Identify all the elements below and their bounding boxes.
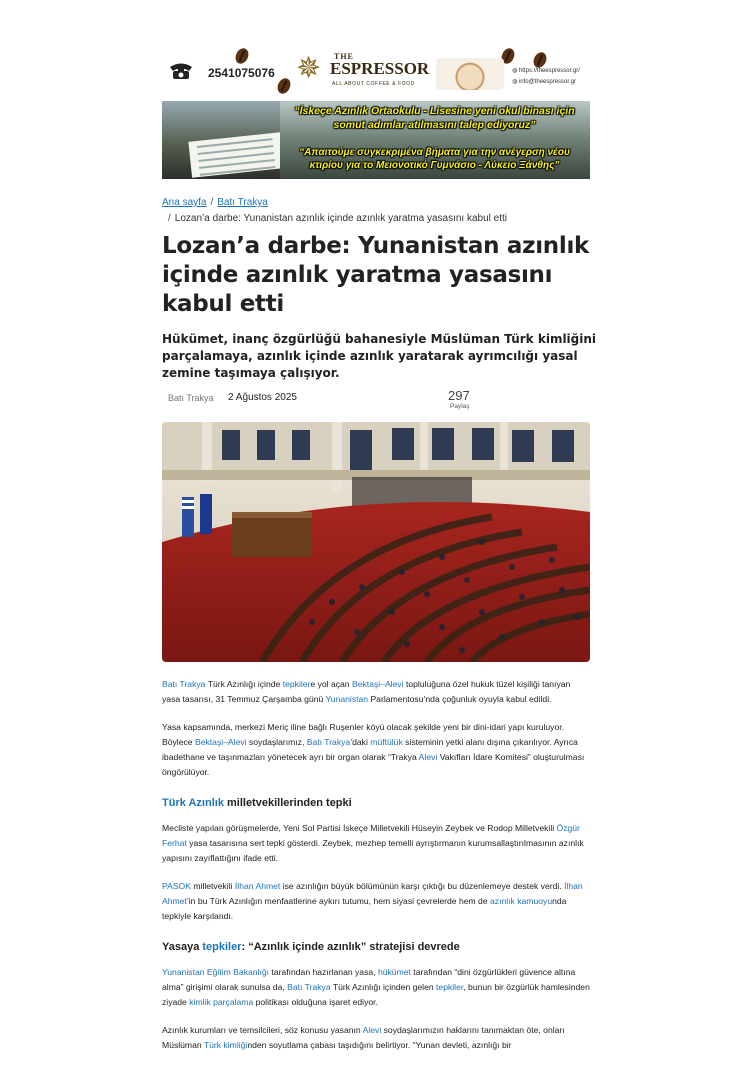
section-heading-2: Yasaya tepkiler: “Azınlık içinde azınlık” stratejisi devrede [162,941,460,953]
article-meta [162,388,590,414]
phone-icon [168,62,194,80]
breadcrumb-category-link[interactable]: Batı Trakya [217,197,268,208]
heading-link[interactable]: tepkiler [202,941,242,953]
text-run: ’daki [350,737,371,747]
text-run: yasa tasarısına sert tepki gösterdi. Zeybek, mezhep temelli ayrıştırmanın kurumsallaştırılmasının azınlık yapısını zayıflattığını ifade etti. [162,838,584,863]
breadcrumb-separator: / [168,213,171,224]
article-category-link[interactable]: Batı Trakya [168,393,214,403]
text-run: sisteminin yetki alanı dışına çıkarılıyor. Ayrıca ibadethane ve taşınmazları yönetecek ayrı bir organ olarak “Trakya [162,737,578,762]
inline-link[interactable]: kimlik parçalama [189,997,254,1007]
inline-link[interactable]: Batı Trakya [287,982,331,992]
email-icon: ◍ [512,79,518,85]
share-label[interactable]: Paylaş [450,403,470,410]
section-heading-1: Türk Azınlık milletvekillerinden tepki [162,797,352,809]
news-banner[interactable] [162,101,590,179]
heading-link[interactable]: Türk Azınlık [162,797,224,809]
parliament-photo [162,422,590,662]
text-run: soydaşlarımızın haklarını tanımaktan öte, onları Müslüman [162,1025,565,1050]
inline-link[interactable]: Yunanistan Eğitim Bakanlığı [162,967,270,977]
phone-number: 2541075076 [208,66,275,80]
text-run: politikası olduğuna işaret ediyor. [253,997,378,1007]
text-run: nden soyutlama çabası taşıdığını belirtiyor. “Yunan devleti, azınlığı bir [247,1040,512,1050]
text-run: ise azınlığın büyük bölümünün karşı çıktığı bu düzenlemeye destek verdi. [280,881,565,891]
text-run: tarafından “dini özgürlükleri güvence altına alma” girişimi olarak sunulsa da, [162,967,576,992]
share-count: 297 [448,388,470,403]
text-run: Azınlık kurumları ve temsilcileri, söz konusu yasanın [162,1025,363,1035]
espressor-logo: ✵ THE ESPRESSOR ALL ABOUT COFFEE & FOOD [296,52,430,87]
breadcrumb-current: Lozan’a darbe: Yunanistan azınlık içinde azınlık yaratma yasasını kabul etti [174,213,508,224]
article-date: 2 Ağustos 2025 [228,392,297,403]
coffee-bean-icon [275,76,293,96]
inline-link[interactable]: Özgür Ferhat [162,823,580,848]
text-run: Parlamentosu’nda çoğunluk oyuyla kabul edildi. [368,694,552,704]
article-body [162,677,590,1066]
text-run: Türk Azınlığı içinde [205,679,283,689]
breadcrumb-home-link[interactable]: Ana sayfa [162,197,207,208]
inline-link[interactable]: Alevi [418,752,438,762]
text-run: topluluğuna özel hukuk tüzel kişiliği tanıyan yasa tasarısı, 31 Temmuz Çarşamba günü [162,679,571,704]
banner-headline-turkish: “İskeçe Azınlık Ortaokulu - Lisesine yeni okul binası için somut adımlar atılmasını talep ediyoruz” [294,105,575,131]
text-run: Mecliste yapılan görüşmelerde, Yeni Sol Partisi İskeçe Milletvekili Hüseyin Zeybek ve Rodop Milletvekili [162,823,557,833]
parliament-illustration [162,422,590,662]
inline-link[interactable]: İlhan Ahmet [234,881,281,891]
inline-link[interactable]: PASOK [162,881,191,891]
article-title: Lozan’a darbe: Yunanistan azınlık içinde azınlık yaratma yasasını kabul etti [162,233,590,317]
inline-link[interactable]: hükümet [377,967,411,977]
inline-link[interactable]: Alevi [362,1025,382,1035]
text-run: Yasa kapsamında, merkezi Meriç iline bağlı Ruşenler köyü olacak şekilde yeni bir dini-idari yapı kuruluyor. Böylece [162,722,565,747]
inline-link[interactable]: müftülük [370,737,403,747]
text-run: ’in bu Türk Azınlığın menfaatlerine aykırı tutumu, hem siyasi çevrelerde hem de [186,896,490,906]
text-run: Vakıfları İdare Komitesi” oluşturulması öngörülüyor. [162,752,585,777]
inline-link[interactable]: Batı Trakya [162,679,206,689]
inline-link[interactable]: Bektaşi–Alevi [351,679,404,689]
paragraph-4 [162,879,590,924]
inline-link[interactable]: tepkiler [282,679,311,689]
inline-link[interactable]: Türk kimliği [203,1040,248,1050]
compass-star-icon: ✵ [296,52,322,85]
text-run: e yol açan [310,679,352,689]
advertisement-banner[interactable] [162,44,590,96]
paragraph-5 [162,965,590,1010]
coffee-bean-icon [233,46,251,66]
paragraph-1 [162,677,590,707]
inline-link[interactable]: İlhan Ahmet [162,881,583,906]
text-run: tarafından hazırlanan yasa, [269,967,378,977]
inline-link[interactable]: Yunanistan [325,694,369,704]
paragraph-6 [162,1023,590,1053]
text-run: soydaşlarımız, [246,737,307,747]
article-lead: Hükümet, inanç özgürlüğü bahanesiyle Müslüman Türk kimliğini parçalamaya, azınlık içinde azınlık yaratarak ayrımcılığı yasal zemine taşımaya çalışıyor. [162,332,597,380]
text-run: , bunun bir özgürlük hamlesinden ziyade [162,982,590,1007]
inline-link[interactable]: tepkiler [436,982,464,992]
inline-link[interactable]: Batı Trakya [306,737,351,747]
breadcrumb-separator: / [210,197,214,208]
ad-contact: ◍ https://theespressor.gr/ ◍ info@theespressor.gr [512,68,580,85]
text-run: Türk Azınlığı içinden gelen [330,982,437,992]
text-run: milletvekili [190,881,235,891]
inline-link[interactable]: Bektaşi–Alevi [194,737,247,747]
paragraph-3 [162,821,590,866]
banner-headline-greek: “Απαιτούμε συγκεκριμένα βήματα για την ανέγερση νέου κτιρίου για το Μειονοτικό Γυμνάσιο - Λύκειο Ξάνθης” [299,147,570,171]
globe-icon: ◍ [512,68,518,74]
inline-link[interactable]: azınlık kamuoyu [490,896,553,906]
text-run: nda tepkiyle karşılandı. [162,896,567,921]
coffee-cup-image [436,58,504,90]
breadcrumb [162,195,602,227]
paragraph-2 [162,720,590,780]
